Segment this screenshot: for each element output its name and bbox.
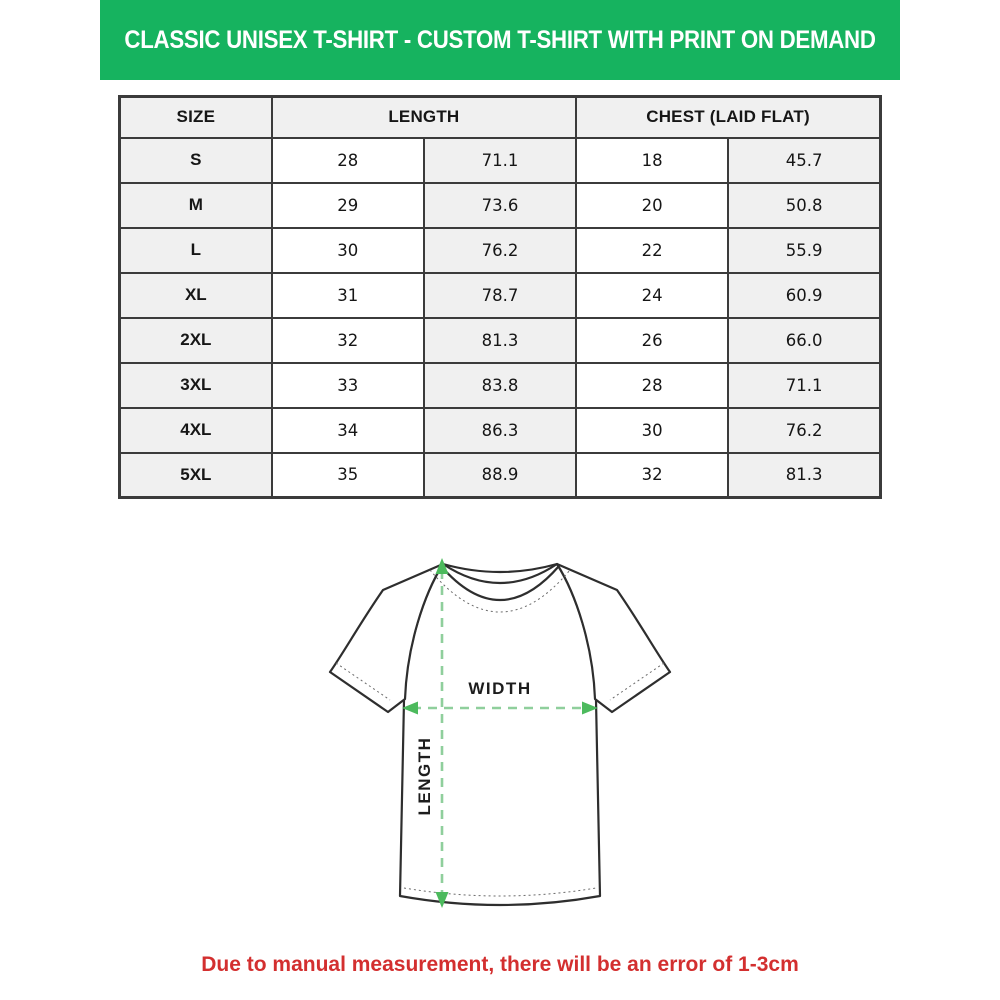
cell-length-cm: 81.3 <box>424 318 576 363</box>
table-row <box>120 273 881 318</box>
cell-size: M <box>120 183 272 228</box>
cell-chest-cm: 50.8 <box>728 183 880 228</box>
cell-chest-in: 24 <box>576 273 728 318</box>
cell-length-cm: 88.9 <box>424 453 576 498</box>
width-label: WIDTH <box>468 679 532 698</box>
cell-size: L <box>120 228 272 273</box>
cell-size: S <box>120 138 272 183</box>
cell-chest-in: 18 <box>576 138 728 183</box>
cell-size: 5XL <box>120 453 272 498</box>
cell-length-cm: 71.1 <box>424 138 576 183</box>
cell-length-cm: 86.3 <box>424 408 576 453</box>
cell-length-in: 33 <box>272 363 424 408</box>
cell-length-in: 29 <box>272 183 424 228</box>
cell-length-in: 35 <box>272 453 424 498</box>
cell-chest-cm: 66.0 <box>728 318 880 363</box>
cell-chest-in: 20 <box>576 183 728 228</box>
header-chest: CHEST (LAID FLAT) <box>576 97 880 138</box>
table-row <box>120 183 881 228</box>
header-length: LENGTH <box>272 97 576 138</box>
cell-chest-cm: 45.7 <box>728 138 880 183</box>
table-row <box>120 138 881 183</box>
measurement-disclaimer: Due to manual measurement, there will be an error of 1-3cm <box>201 953 799 976</box>
page-title: CLASSIC UNISEX T-SHIRT - CUSTOM T-SHIRT WITH PRINT ON DEMAND <box>124 25 876 54</box>
cell-length-cm: 78.7 <box>424 273 576 318</box>
header-size: SIZE <box>120 97 272 138</box>
size-chart-table <box>118 95 882 499</box>
cell-length-in: 31 <box>272 273 424 318</box>
cell-length-in: 28 <box>272 138 424 183</box>
cell-size: 3XL <box>120 363 272 408</box>
cell-chest-cm: 71.1 <box>728 363 880 408</box>
cell-length-in: 34 <box>272 408 424 453</box>
title-banner <box>100 0 900 80</box>
cell-chest-cm: 60.9 <box>728 273 880 318</box>
table-row <box>120 408 881 453</box>
cell-length-cm: 83.8 <box>424 363 576 408</box>
tshirt-measurement-diagram <box>320 548 680 940</box>
table-row <box>120 318 881 363</box>
table-row <box>120 363 881 408</box>
cell-size: 4XL <box>120 408 272 453</box>
size-table-header <box>120 97 881 138</box>
cell-length-cm: 73.6 <box>424 183 576 228</box>
table-row <box>120 453 881 498</box>
length-label: LENGTH <box>415 736 434 816</box>
cell-size: 2XL <box>120 318 272 363</box>
cell-chest-cm: 76.2 <box>728 408 880 453</box>
tshirt-diagram-svg <box>320 548 680 940</box>
cell-chest-in: 30 <box>576 408 728 453</box>
cell-chest-cm: 81.3 <box>728 453 880 498</box>
cell-length-in: 32 <box>272 318 424 363</box>
cell-chest-in: 28 <box>576 363 728 408</box>
header-row <box>120 97 881 138</box>
cell-size: XL <box>120 273 272 318</box>
cell-chest-in: 26 <box>576 318 728 363</box>
tshirt-body-outline <box>400 564 600 905</box>
cell-chest-in: 22 <box>576 228 728 273</box>
cell-length-cm: 76.2 <box>424 228 576 273</box>
cell-chest-in: 32 <box>576 453 728 498</box>
cell-length-in: 30 <box>272 228 424 273</box>
size-table-body <box>120 138 881 498</box>
cell-chest-cm: 55.9 <box>728 228 880 273</box>
table-row <box>120 228 881 273</box>
